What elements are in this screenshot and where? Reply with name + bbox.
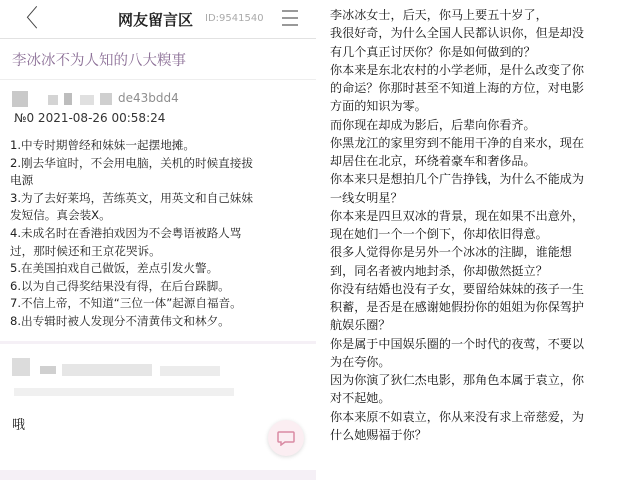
page-title: 网友留言区 bbox=[118, 11, 194, 29]
post-line: 发短信。真会装X。 bbox=[10, 208, 111, 223]
letter-line: 你本来是四旦双冰的背景，现在如果不出意外， bbox=[330, 208, 584, 223]
letter-line: 因为你演了狄仁杰电影，那角色本属于袁立，你 bbox=[330, 373, 584, 387]
post-card bbox=[0, 39, 316, 469]
pixelated-reply-username bbox=[62, 364, 152, 376]
letter-line: 为在夸你。 bbox=[330, 354, 391, 369]
letter-line: 李冰冰女士，后天，你马上要五十岁了， bbox=[330, 8, 548, 22]
post-line: 4.未成名时在香港拍戏因为不会粤语被路人骂 bbox=[10, 225, 242, 240]
letter-line: 一线女明星？ bbox=[330, 190, 403, 205]
phone-screenshot-panel bbox=[0, 0, 316, 480]
top-bar bbox=[0, 0, 316, 39]
post-line: 电源 bbox=[10, 173, 34, 188]
letter-line: 方面的知识为零。 bbox=[330, 99, 427, 114]
letter-text bbox=[330, 6, 636, 444]
post-line: 7.不信上帝，不知道“三位一体”起源自福音。 bbox=[10, 296, 242, 311]
back-button[interactable]: 〈 bbox=[14, 4, 38, 32]
post-title: 李冰冰不为人知的八大糗事 bbox=[12, 53, 186, 69]
letter-line: 却居住在北京，环绕着豪车和奢侈品。 bbox=[330, 154, 536, 168]
letter-line: 你本来是东北农村的小学老师，是什么改变了你 bbox=[330, 62, 584, 77]
user-id: de43bdd4 bbox=[118, 91, 179, 105]
letter-line: 有几个真正讨厌你？你是如何做到的？ bbox=[330, 44, 536, 59]
post-line: 8.出专辑时被人发现分不清黄伟文和林夕。 bbox=[10, 313, 230, 328]
letter-line: 什么她赐福于你？ bbox=[330, 427, 427, 442]
reply-text: 哦 bbox=[12, 418, 26, 433]
user-avatar-pixelated bbox=[12, 91, 28, 107]
letter-line: 很多人觉得你是另外一个冰冰的注脚，谁能想 bbox=[330, 245, 572, 260]
letter-line: 你是属于中国娱乐圈的一个时代的夜莺，不要以 bbox=[330, 336, 584, 351]
letter-line: 我很好奇，为什么全国人民都认识你，但是却没 bbox=[330, 26, 584, 41]
reply-avatar-pixelated bbox=[12, 358, 30, 376]
post-meta: №0 2021-08-26 00:58:24 bbox=[14, 111, 166, 125]
post-line: 2.刚去华谊时，不会用电脑，关机的时候直接拔 bbox=[10, 155, 253, 170]
reply-item bbox=[0, 344, 316, 470]
pixelated-reply-meta bbox=[14, 388, 234, 396]
post-line: 3.为了去好莱坞，苦练英文，用英文和自己妹妹 bbox=[10, 190, 253, 205]
letter-line: 你本来只是想拍几个广告挣钱，为什么不能成为 bbox=[330, 172, 584, 187]
letter-line: 到，同名者被内地封杀，你却傲然挺立？ bbox=[330, 263, 548, 278]
chat-bubble-icon[interactable] bbox=[268, 420, 304, 456]
letter-line: 你没有结婚也没有子女，要留给妹妹的孩子一生 bbox=[330, 281, 584, 296]
letter-line: 的命运？你那时甚至不知道上海的方位，对电影 bbox=[330, 81, 584, 95]
pixelated-username bbox=[48, 95, 58, 105]
text-panel bbox=[322, 0, 640, 480]
letter-line: 而你现在却成为影后，后辈向你看齐。 bbox=[330, 117, 536, 132]
post-line: 6.以为自己得奖结果没有得，在后台跺脚。 bbox=[10, 278, 230, 293]
menu-icon[interactable] bbox=[282, 10, 298, 26]
post-line: 5.在美国拍戏自己做饭，差点引发火警。 bbox=[10, 261, 219, 276]
letter-line: 现在她们一个一个倒下，你却依旧得意。 bbox=[330, 227, 548, 241]
letter-line: 你本来原不如袁立，你从来没有求上帝慈爱，为 bbox=[330, 409, 584, 424]
post-body bbox=[10, 137, 308, 331]
letter-line: 航娱乐圈？ bbox=[330, 318, 391, 333]
room-id: ID:9541540 bbox=[205, 13, 264, 24]
post-line: 1.中专时期曾经和妹妹一起摆地摊。 bbox=[10, 138, 195, 152]
post-line: 过，那时候还和王京花哭诉。 bbox=[10, 243, 161, 258]
title-divider bbox=[0, 79, 316, 80]
letter-line: 积蓄，是否是在感谢她假扮你的姐姐为你保驾护 bbox=[330, 300, 584, 314]
letter-line: 你黑龙江的家里穷到不能用干净的自来水，现在 bbox=[330, 135, 584, 150]
letter-line: 对不起她。 bbox=[330, 391, 391, 406]
